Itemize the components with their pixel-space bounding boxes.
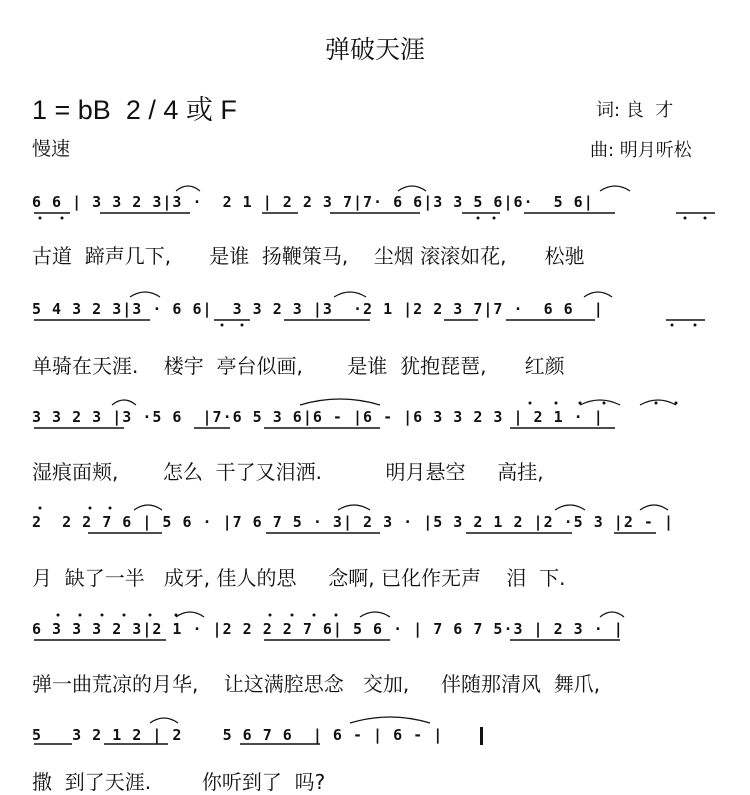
tempo-marking: 慢速	[32, 138, 71, 160]
lyrics-line-4: 月 缺了一半 成牙, 佳人的思 念啊, 已化作无声 泪 下.	[32, 566, 566, 590]
lyrics-line-5: 弹一曲荒凉的月华, 让这满腔思念 交加, 伴随那清风 舞爪,	[32, 672, 601, 696]
underlines	[34, 213, 715, 744]
lyrics-line-2: 单骑在天涯. 楼宇 亭台似画, 是谁 犹抱琵琶, 红颜	[32, 354, 565, 378]
key-signature: 1 = bB 2 / 4 或 F	[32, 95, 237, 125]
lyrics-line-3: 湿痕面颊, 怎么 干了又泪洒. 明月悬空 高挂,	[32, 460, 544, 484]
notation-line-3: 3 3 2 3 |3 ·5 6 |7·6 5 3 6|6 - |6 - |6 3 3 2 3 | 2 1 · |	[32, 408, 604, 426]
notation-line-1: 6 6 | 3 3 2 3|3 · 2 1 | 2 2 3 7|7· 6 6|3 3 5 6|6· 5 6|	[32, 193, 594, 211]
lyrics-line-1: 古道 蹄声几下, 是谁 扬鞭策马, 尘烟 滚滚如花, 松驰	[32, 244, 585, 268]
song-title: 弹破天涯	[324, 35, 425, 64]
notation-line-5: 6 3 3 3 2 3|2 1 · |2 2 2 2 7 6| 5 6 · | 7 6 7 5·3 | 2 3 · |	[32, 620, 624, 638]
notation-line-4: 2 2 2 7 6 | 5 6 · |7 6 7 5 · 3| 2 3 · |5 3 2 1 2 |2 ·5 3 |2 - |	[32, 513, 674, 531]
lyricist-credit: 词: 良 才	[596, 100, 674, 121]
lyrics-line-6: 撒 到了天涯. 你听到了 吗?	[32, 770, 326, 794]
final-barline	[480, 727, 483, 745]
slur-arcs	[112, 186, 676, 723]
notation-line-6: 5 3 2 1 2 | 2 5 6 7 6 | 6 - | 6 - |	[32, 726, 444, 744]
octave-dots	[39, 217, 707, 617]
notation-line-2: 5 4 3 2 3|3 · 6 6| 3 3 2 3 |3 ·2 1 |2 2 3 7|7 · 6 6 |	[32, 300, 604, 318]
composer-credit: 曲: 明月听松	[590, 140, 692, 161]
